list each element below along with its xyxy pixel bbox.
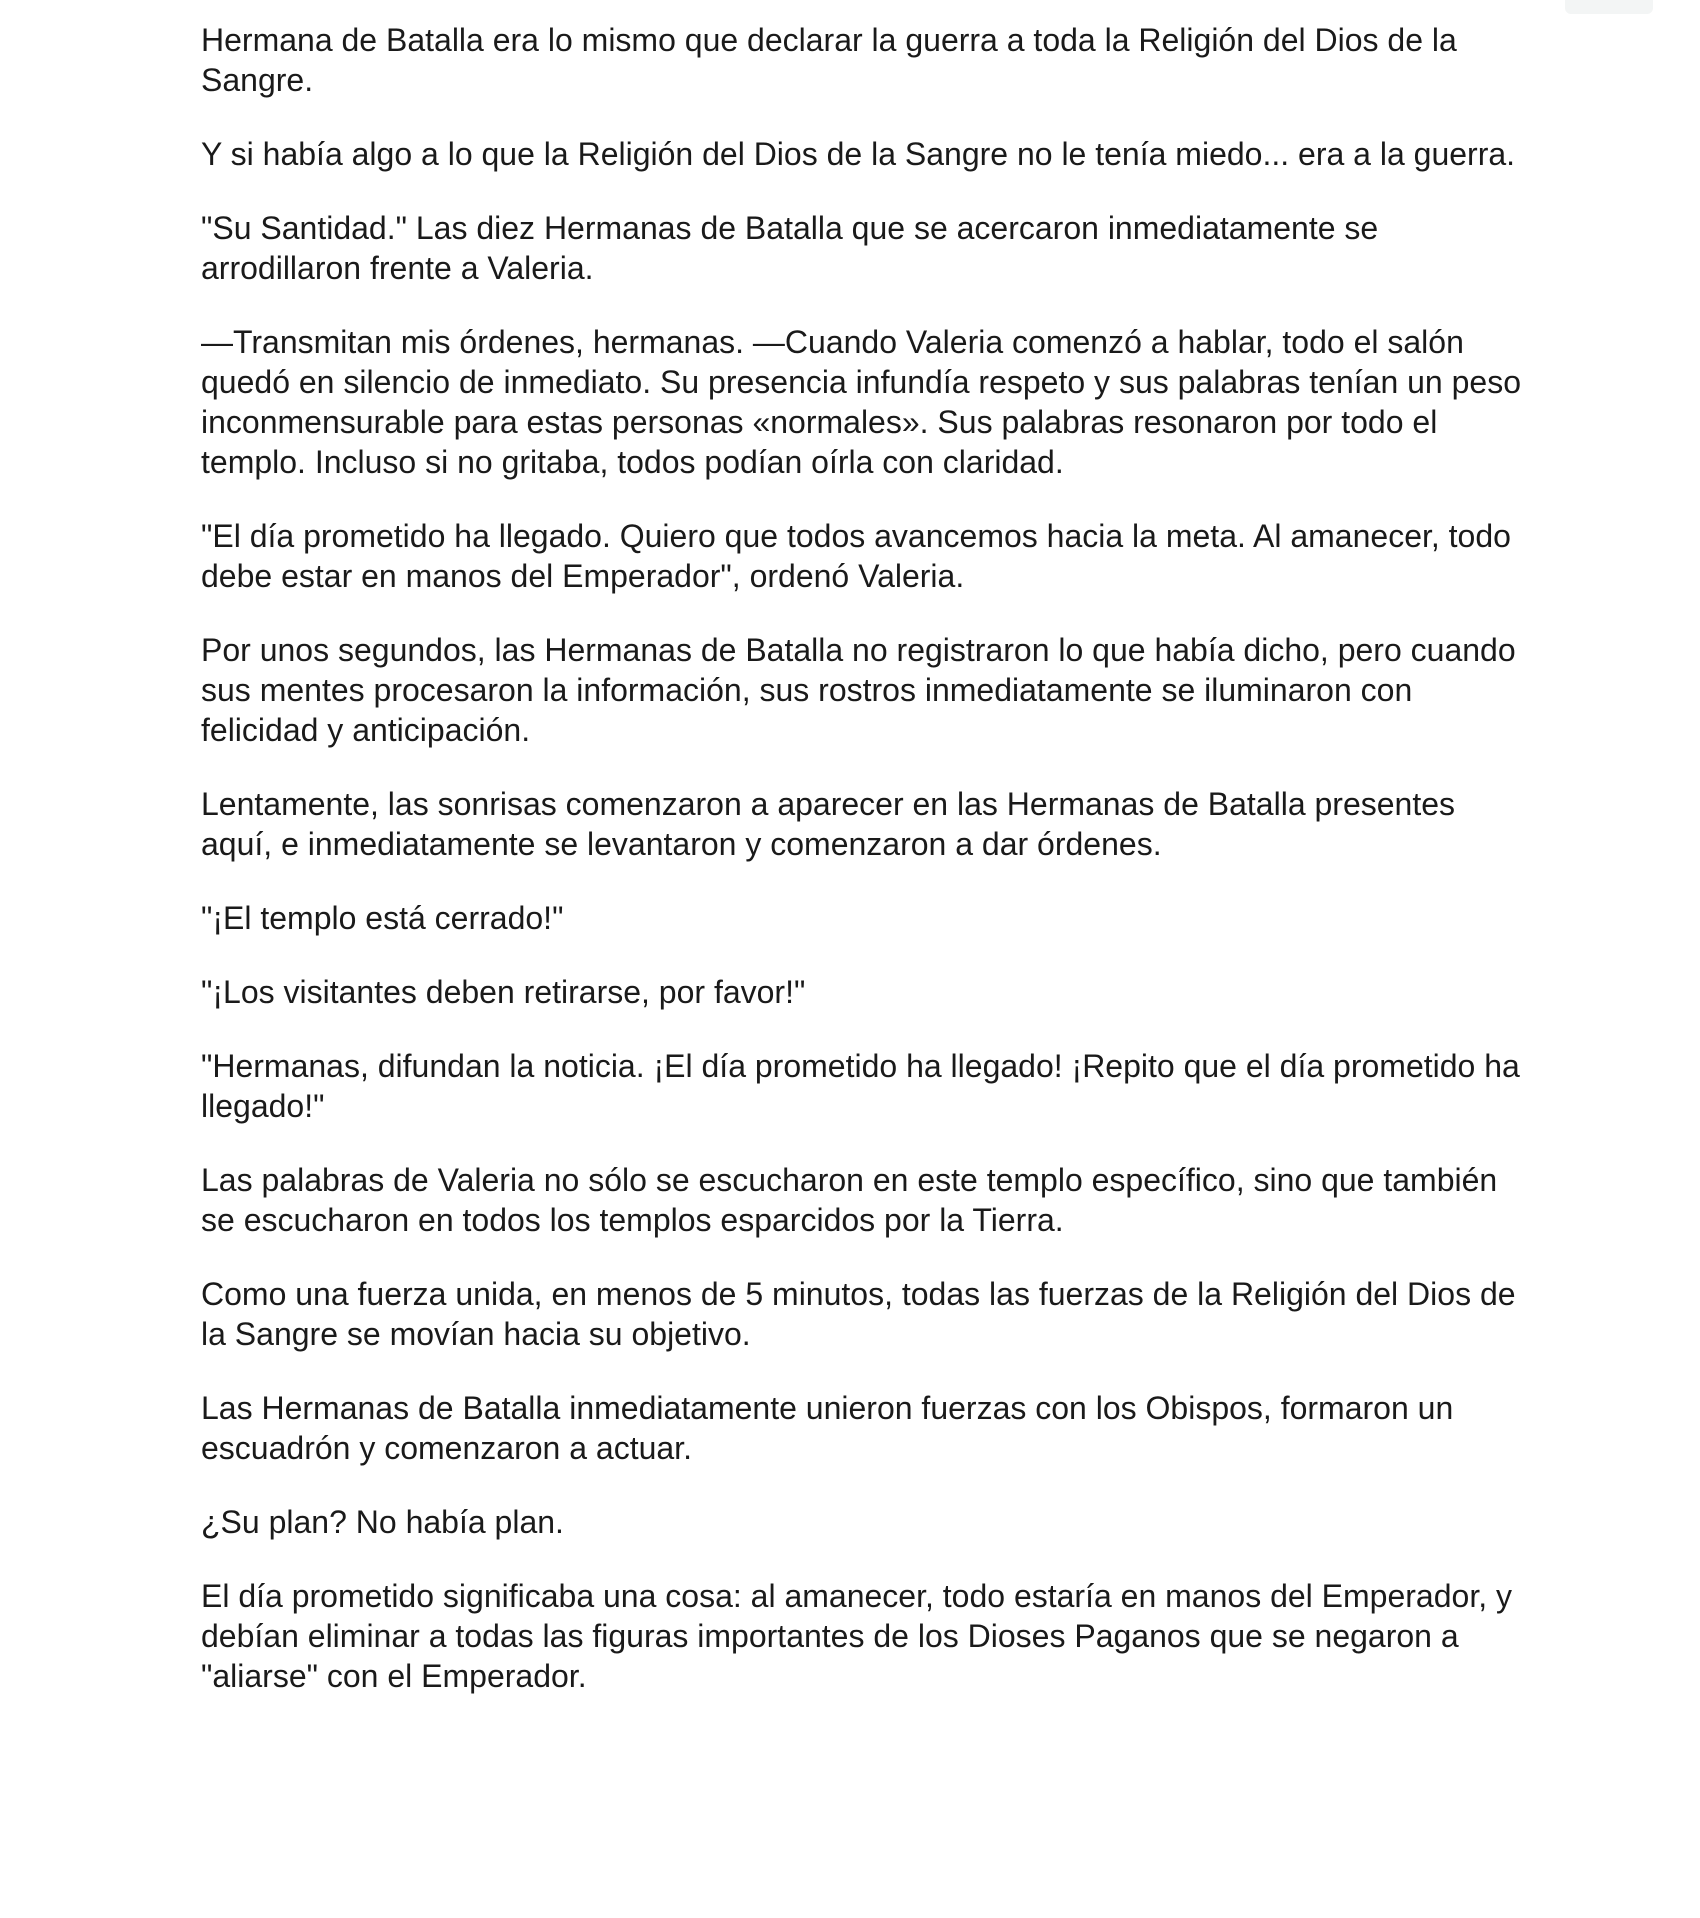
paragraph-2: Y si había algo a lo que la Religión del Dios de la Sangre no le tenía miedo... era a la guerra.: [201, 136, 1516, 172]
paragraph-11: Las palabras de Valeria no sólo se escucharon en este templo específico, sino que también se escucharon en todos los templos esparcidos por la Tierra.: [201, 1162, 1498, 1238]
paragraph-6: Por unos segundos, las Hermanas de Batalla no registraron lo que había dicho, pero cuando sus mentes procesaron la información, sus rostros inmediatamente se iluminaron con felicidad y anticipación.: [201, 632, 1516, 748]
paragraph-3: "Su Santidad." Las diez Hermanas de Batalla que se acercaron inmediatamente se arrodillaron frente a Valeria.: [201, 210, 1379, 286]
paragraph-13: Las Hermanas de Batalla inmediatamente unieron fuerzas con los Obispos, formaron un escuadrón y comenzaron a actuar.: [201, 1390, 1454, 1466]
page-corner-tab: [1565, 0, 1653, 14]
paragraph-8: "¡El templo está cerrado!": [201, 900, 564, 936]
paragraph-10: "Hermanas, difundan la noticia. ¡El día prometido ha llegado! ¡Repito que el día prometido ha llegado!": [201, 1048, 1520, 1124]
paragraph-4: —Transmitan mis órdenes, hermanas. —Cuando Valeria comenzó a hablar, todo el salón quedó en silencio de inmediato. Su presencia infundía respeto y sus palabras tenían un peso inconmensurable para estas personas «normales». Sus palabras resonaron por todo el templo. Incluso si no gritaba, todos podían oírla con claridad.: [201, 324, 1521, 480]
paragraph-5: "El día prometido ha llegado. Quiero que todos avancemos hacia la meta. Al amanecer, todo debe estar en manos del Emperador", ordenó Valeria.: [201, 518, 1511, 594]
paragraph-12: Como una fuerza unida, en menos de 5 minutos, todas las fuerzas de la Religión del Dios de la Sangre se movían hacia su objetivo.: [201, 1276, 1516, 1352]
paragraph-1: Hermana de Batalla era lo mismo que declarar la guerra a toda la Religión del Dios de la Sangre.: [201, 22, 1457, 98]
paragraph-15: El día prometido significaba una cosa: al amanecer, todo estaría en manos del Emperador, y debían eliminar a todas las figuras importantes de los Dioses Paganos que se negaron a "aliarse" con el Emperador.: [201, 1578, 1512, 1694]
document-page: [201, 20, 1521, 1730]
paragraph-9: "¡Los visitantes deben retirarse, por favor!": [201, 974, 806, 1010]
paragraph-14: ¿Su plan? No había plan.: [201, 1504, 564, 1540]
paragraph-7: Lentamente, las sonrisas comenzaron a aparecer en las Hermanas de Batalla presentes aquí, e inmediatamente se levantaron y comenzaron a dar órdenes.: [201, 786, 1456, 862]
